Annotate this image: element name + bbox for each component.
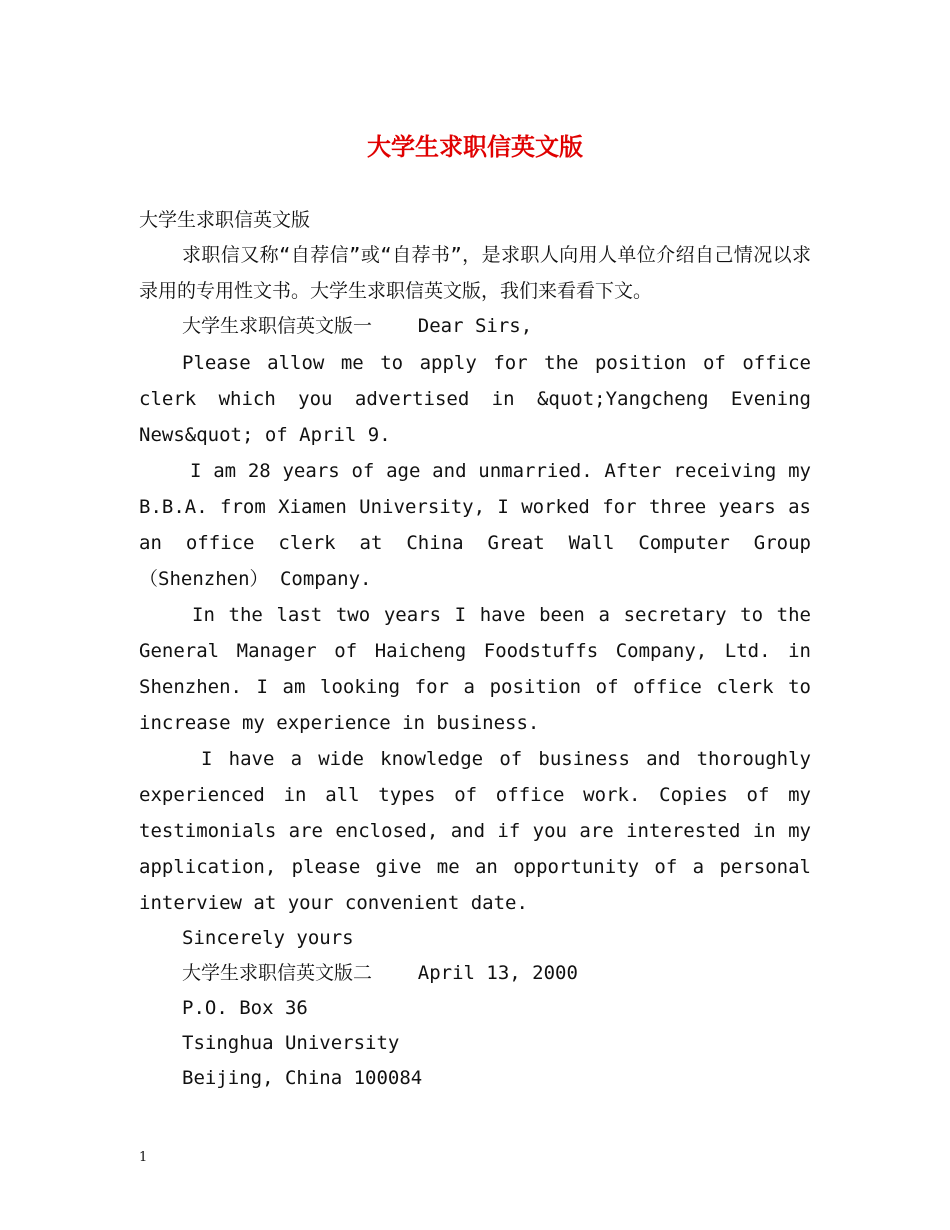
- letter2-heading-row: [182, 956, 578, 991]
- letter2-heading: 大学生求职信英文版二: [182, 962, 373, 984]
- letter1-heading-row: [182, 309, 532, 344]
- letter1-paragraph-3: In the last two years I have been a secretary to the General Manager of Haicheng Foodstuffs Company, Ltd. in Shenzhen. I am looking for a position of office clerk to increase my experience in business.: [139, 604, 811, 734]
- page-number: 1: [139, 1150, 148, 1165]
- letter1-paragraph-2: I am 28 years of age and unmarried. After receiving my B.B.A. from Xiamen University, I worked for three years as an office clerk at China Great Wall Computer Group （Shenzhen） Company.: [139, 460, 811, 590]
- subtitle: 大学生求职信英文版: [139, 209, 311, 231]
- letter2-date: April 13, 2000: [417, 962, 578, 984]
- letter2-address-line-3: Beijing, China 100084: [182, 1067, 423, 1089]
- letter2-address-line-1: P.O. Box 36: [182, 997, 308, 1019]
- letter1-paragraph-4: I have a wide knowledge of business and thoroughly experienced in all types of office work. Copies of my testimonials are enclosed, and if you are interested in my application, please give me an opportunity of a personal interview at your convenient date.: [139, 748, 811, 914]
- letter1-closing: Sincerely yours: [182, 927, 354, 949]
- document-title: 大学生求职信英文版: [367, 132, 583, 161]
- letter1-heading: 大学生求职信英文版一: [182, 315, 373, 337]
- heading-gap-2: [372, 962, 418, 984]
- intro-paragraph: 求职信又称“自荐信”或“自荐书”，是求职人向用人单位介绍自己情况以求录用的专用性文书。大学生求职信英文版，我们来看看下文。: [139, 244, 811, 302]
- letter1-paragraph-1: Please allow me to apply for the position of office clerk which you advertised in &quot;Yangcheng Evening News&quot; of April 9.: [139, 352, 811, 446]
- letter1-salutation: Dear Sirs,: [417, 315, 533, 337]
- letter2-address-line-2: Tsinghua University: [182, 1032, 400, 1054]
- heading-gap: [372, 315, 418, 337]
